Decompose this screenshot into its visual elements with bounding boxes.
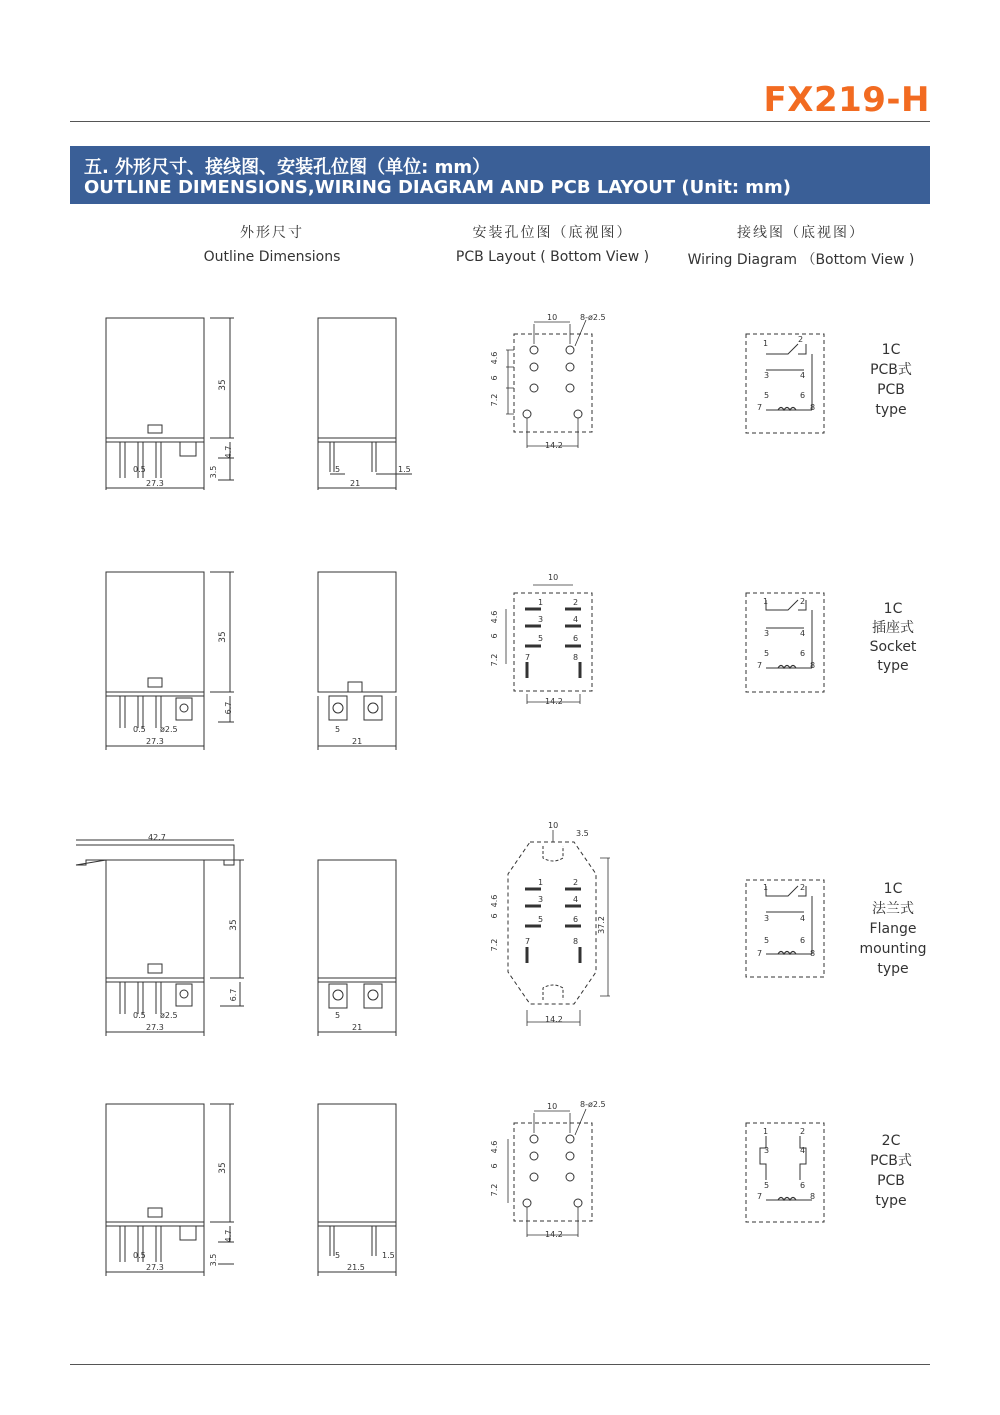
dim-row4-21-5: 21.5 (347, 1263, 365, 1272)
pcb4-8phi: 8-ø2.5 (580, 1100, 606, 1109)
pcb3-6: 6 (490, 913, 499, 919)
column-header-pcb-en: PCB Layout ( Bottom View ) (455, 249, 650, 265)
dim-row4-5: 5 (335, 1251, 341, 1260)
wire3-pin5: 5 (764, 936, 770, 945)
wire1-pin1: 1 (763, 339, 769, 348)
dim-row1-1-5: 1.5 (398, 465, 411, 474)
pcb3-pin8: 8 (573, 937, 579, 946)
row4-type-label (851, 1131, 931, 1211)
pcb1-14-2: 14.2 (545, 441, 563, 450)
dim-row3-phi: ø2.5 (160, 1011, 178, 1020)
row4-type-line: PCB (877, 1173, 905, 1189)
pcb3-4-6: 4.6 (490, 894, 499, 908)
pcb1-6: 6 (490, 375, 499, 381)
pcb3-pin1: 1 (538, 878, 544, 887)
row3-type-line: 法兰式 (872, 901, 914, 917)
pcb2-6: 6 (490, 633, 499, 639)
pcb3-pin4: 4 (573, 895, 579, 904)
wire3-pin7: 7 (757, 949, 763, 958)
wire4-pin3: 3 (764, 1146, 770, 1155)
pcb1-8phi: 8-ø2.5 (580, 313, 606, 322)
dim-row1-5: 5 (335, 465, 341, 474)
wire3-pin6: 6 (800, 936, 806, 945)
dim-row2-21: 21 (352, 737, 363, 746)
section-title-en: OUTLINE DIMENSIONS,WIRING DIAGRAM AND PCB LAYOUT (Unit: mm) (84, 177, 792, 198)
wire1-pin3: 3 (764, 371, 770, 380)
pcb3-pin2: 2 (573, 878, 579, 887)
row3-type-line: mounting (859, 941, 927, 957)
dim-row3-0-5: 0.5 (133, 1011, 146, 1020)
row4-type-line: PCB式 (870, 1153, 912, 1169)
row1-type-line: PCB (877, 382, 905, 398)
row4-pcb-layout (508, 1109, 592, 1237)
pcb2-pin6: 6 (573, 634, 579, 643)
column-header-pcb-zh: 安装孔位图（底视图） (472, 225, 633, 241)
pcb1-10: 10 (547, 313, 558, 322)
dim-row2-6-7: 6.7 (224, 701, 233, 715)
dim-row3-6-7: 6.7 (229, 988, 238, 1002)
wire2-pin2: 2 (800, 597, 806, 606)
wire1-pin4: 4 (800, 371, 806, 380)
column-header-wiring-zh: 接线图（底视图） (737, 225, 865, 241)
row2-type-line: 插座式 (872, 620, 914, 636)
row2-front-view (106, 572, 234, 750)
pcb3-pin5: 5 (538, 915, 544, 924)
pcb3-pin3: 3 (538, 895, 544, 904)
pcb4-10: 10 (547, 1102, 558, 1111)
row1-pcb-layout (506, 320, 592, 448)
row3-pcb-layout (508, 830, 610, 1026)
dim-row4-height: 35 (218, 1162, 228, 1174)
wire2-pin4: 4 (800, 629, 806, 638)
section-title-zh: 五. 外形尺寸、接线图、安装孔位图（单位: mm） (84, 157, 491, 178)
pcb4-7-2: 7.2 (490, 1183, 499, 1197)
pcb3-37-2: 37.2 (597, 916, 606, 934)
wire4-pin7: 7 (757, 1192, 763, 1201)
pcb2-pin5: 5 (538, 634, 544, 643)
wire2-pin5: 5 (764, 649, 770, 658)
pcb2-7-2: 7.2 (490, 653, 499, 667)
wire2-pin7: 7 (757, 661, 763, 670)
pcb2-pin1: 1 (538, 598, 544, 607)
dim-row2-0-5: 0.5 (133, 725, 146, 734)
wire2-pin3: 3 (764, 629, 770, 638)
row1-type-line: 1C (881, 342, 901, 358)
pcb3-pin6: 6 (573, 915, 579, 924)
row1-wiring (746, 334, 824, 433)
column-header-outline-zh: 外形尺寸 (240, 225, 304, 241)
wire4-pin4: 4 (800, 1146, 806, 1155)
row4-wiring (746, 1123, 824, 1222)
pcb2-10: 10 (548, 573, 559, 582)
wire2-pin8: 8 (810, 661, 816, 670)
row3-type-label (853, 879, 933, 979)
wire3-pin3: 3 (764, 914, 770, 923)
row2-type-line: type (877, 658, 909, 674)
row4-type-line: type (875, 1193, 907, 1209)
dim-row3-5: 5 (335, 1011, 341, 1020)
pcb1-4-6: 4.6 (490, 351, 499, 365)
wire4-pin1: 1 (763, 1127, 769, 1136)
wire1-pin2: 2 (798, 335, 804, 344)
wire1-pin5: 5 (764, 391, 770, 400)
pcb4-4-6: 4.6 (490, 1140, 499, 1154)
wire4-pin8: 8 (810, 1192, 816, 1201)
wire2-pin1: 1 (763, 597, 769, 606)
pcb3-7-2: 7.2 (490, 938, 499, 952)
pcb1-7-2: 7.2 (490, 393, 499, 407)
wire4-pin2: 2 (800, 1127, 806, 1136)
row1-type-line: PCB式 (870, 362, 912, 378)
pcb2-4-6: 4.6 (490, 610, 499, 624)
row2-type-line: 1C (883, 601, 903, 617)
wire3-pin8: 8 (810, 949, 816, 958)
column-header-wiring-en: Wiring Diagram （Bottom View ) (687, 252, 915, 268)
wire3-pin1: 1 (763, 883, 769, 892)
wire4-pin5: 5 (764, 1181, 770, 1190)
row4-front-view (106, 1104, 234, 1276)
row2-type-line: Socket (869, 639, 917, 655)
dim-row1-27-3: 27.3 (146, 479, 164, 488)
pcb3-3-5: 3.5 (576, 829, 589, 838)
dim-row4-4-7: 4.7 (224, 1229, 233, 1243)
row3-side-view (318, 860, 396, 1036)
wire1-pin7: 7 (757, 403, 763, 412)
wire1-pin8: 8 (810, 403, 816, 412)
dim-row4-27-3: 27.3 (146, 1263, 164, 1272)
dim-row3-42-7: 42.7 (148, 833, 166, 842)
row3-type-line: 1C (883, 881, 903, 897)
row3-type-line: type (877, 961, 909, 977)
column-header-outline-en: Outline Dimensions (203, 249, 341, 265)
pcb2-pin2: 2 (573, 598, 579, 607)
row1-front-view (106, 318, 234, 490)
row3-front-view (76, 840, 244, 1036)
dim-row1-4-7: 4.7 (224, 445, 233, 459)
wire3-pin4: 4 (800, 914, 806, 923)
row3-wiring (746, 880, 824, 977)
dim-row2-5: 5 (335, 725, 341, 734)
dim-row2-phi: ø2.5 (160, 725, 178, 734)
model-number: FX219-H (763, 80, 930, 120)
dim-row2-27-3: 27.3 (146, 737, 164, 746)
row3-type-line: Flange (869, 921, 917, 937)
row2-type-label (853, 600, 933, 676)
pcb2-pin4: 4 (573, 615, 579, 624)
wire3-pin2: 2 (800, 883, 806, 892)
dim-row1-height: 35 (218, 379, 228, 391)
dim-row1-3-5: 3.5 (209, 465, 218, 479)
dim-row1-21: 21 (350, 479, 361, 488)
footer-rule (70, 1364, 930, 1365)
pcb3-10: 10 (548, 821, 559, 830)
pcb4-14-2: 14.2 (545, 1230, 563, 1239)
pcb3-pin7: 7 (525, 937, 531, 946)
row1-type-line: type (875, 402, 907, 418)
dim-row1-0-5: 0.5 (133, 465, 146, 474)
pcb2-14-2: 14.2 (545, 697, 563, 706)
dim-row4-0-5: 0.5 (133, 1251, 146, 1260)
pcb2-pin3: 3 (538, 615, 544, 624)
dim-row3-27-3: 27.3 (146, 1023, 164, 1032)
pcb3-14-2: 14.2 (545, 1015, 563, 1024)
dim-row4-3-5: 3.5 (209, 1253, 218, 1267)
row2-wiring (746, 593, 824, 692)
row2-side-view (318, 572, 396, 750)
pcb4-6: 6 (490, 1163, 499, 1169)
dim-row2-height: 35 (218, 631, 228, 643)
wire4-pin6: 6 (800, 1181, 806, 1190)
wire2-pin6: 6 (800, 649, 806, 658)
row2-pcb-layout (506, 585, 592, 704)
pcb2-pin7: 7 (525, 653, 531, 662)
row1-type-label (851, 340, 931, 420)
pcb2-pin8: 8 (573, 653, 579, 662)
dim-row3-height: 35 (229, 919, 239, 931)
row4-type-line: 2C (881, 1133, 901, 1149)
dim-row4-1-5: 1.5 (382, 1251, 395, 1260)
dim-row3-21: 21 (352, 1023, 363, 1032)
wire1-pin6: 6 (800, 391, 806, 400)
